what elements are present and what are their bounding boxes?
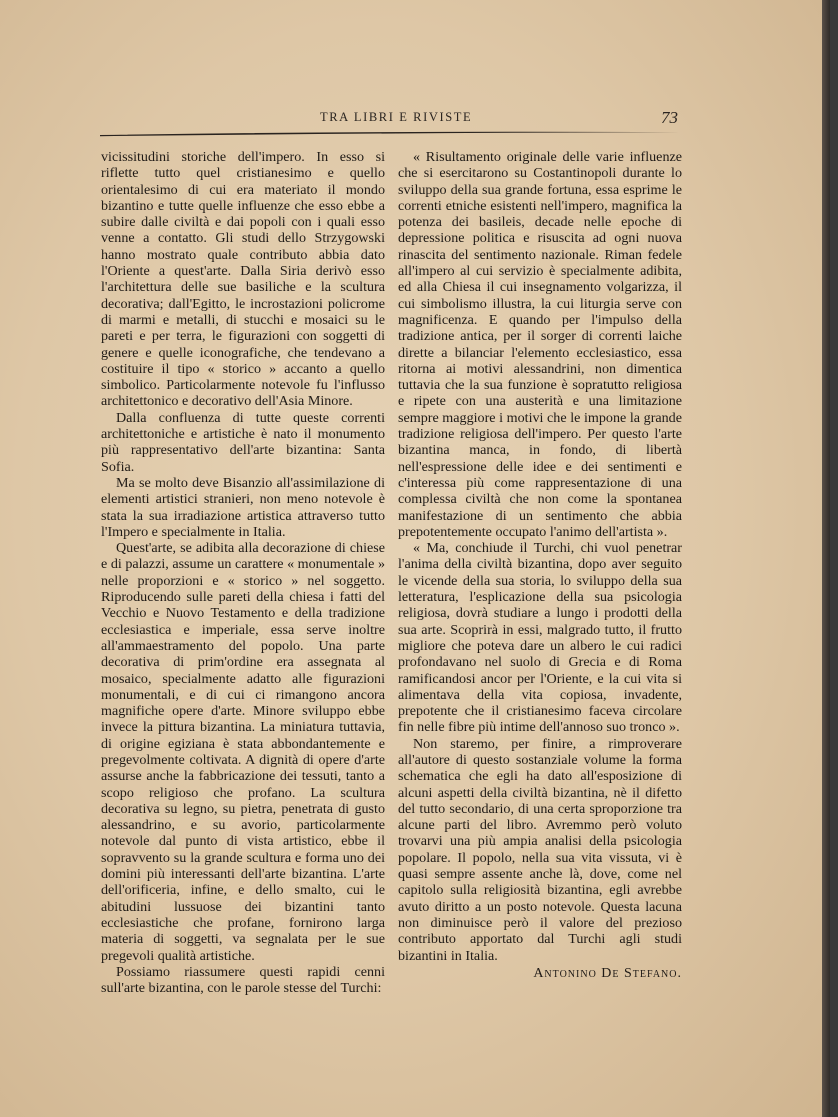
right-column <box>398 149 682 982</box>
page-number: 73 <box>661 108 678 127</box>
paragraph: Possiamo riassumere questi rapidi cenni sull'arte bizantina, con le parole stesse del Turchi: <box>101 963 385 997</box>
paragraph: Quest'arte, se adibita alla decorazione di chiese e di palazzi, assume un carattere « monumentale » nelle proporzioni e « storico » nel soggetto. Riproducendo sulle pareti della chiesa i fatti del Vecchio e Nuovo Testamento e della tradizione ecclesiastica e imperiale, essa serve inoltre all'ammaestramento del popolo. Una parte decorativa di prim'ordine era assegnata al mosaico, specialmente adatto alle figurazioni monumentali, e di cui ci rimangono ancora magnifiche opere d'arte. Minore sviluppo ebbe invece la pittura bizantina. La miniatura tuttavia, di origine egiziana è stata abbondantemente e pregevolmente coltivata. A dignità di opere d'arte assurse anche la fabbricazione dei tessuti, tanto a scopo religioso che profano. La scultura decorativa su legno, su pietra, penetrata di gusto alessandrino, e su avorio, particolarmente notevole dal punto di vista artistico, ebbe il sopravvento su la grande scultura e forma uno dei domini più interessanti dell'arte bizantina. L'arte dell'orificeria, infine, e dello smalto, cui le abitudini lussuose dei bizantini tanto ecclesiastiche che profane, fornirono larga materia di soggetti, va segnalata per le sue pregevoli qualità artistiche. <box>101 540 385 964</box>
quotation-paragraph: « Ma, conchiude il Turchi, chi vuol penetrar l'anima della civiltà bizantina, dopo aver seguito le vicende della sua storia, lo sviluppo della sua letteratura, l'esplicazione della sua psicologia religiosa, dovrà studiare a lungo i prodotti della sua arte. Scoprirà in essi, malgrado tutto, il frutto migliore che poteva dare un albero le cui radici profondavano nel suolo di Grecia e di Roma ramificandosi ancor per l'Oriente, e la cui vita si alimentava della vita copiosa, invadente, prepotente che il cristianesimo faceva circolare fin nelle fibre più intime dell'annoso suo tronco ». <box>398 540 682 736</box>
paragraph: Dalla confluenza di tutte queste correnti architettoniche e artistiche è nato il monumento più rappresentativo dell'arte bizantina: Santa Sofia. <box>101 409 385 475</box>
header-rule <box>100 130 680 140</box>
quotation-paragraph: « Risultamento originale delle varie influenze che si esercitarono su Costantinopoli durante lo sviluppo della sua grande fortuna, essa esprime le correnti etniche esistenti nell'impero, magnifica la potenza dei basileis, decade nelle epoche di depressione politica e risuscita ad ogni nuova rinascita del sentimento nazionale. Riman fedele all'impero al cui servizio è specialmente adibita, ed alla Chiesa il cui insegnamento volgarizza, il cui simbolismo illustra, la cui liturgia serve con magnificenza. E quando per l'impulso della tradizione antica, per il sorger di correnti laiche dirette a bilanciar l'elemento ecclesiastico, essa ritorna ai motivi alessandrini, non dimentica tuttavia che la sua funzione è sopratutto religiosa e ripete con una austerità e una limitazione sempre maggiore i motivi che le impone la grande tradizione religiosa dell'impero. Per questo l'arte bizantina manca, in fondo, di libertà nell'espressione delle idee e dei sentimenti e c'interessa più come rappresentazione di una complessa civiltà che non come la spontanea manifestazione di un sentimento che abbia prepotentemente occupato l'animo dell'artista ». <box>398 149 682 540</box>
left-column <box>101 149 385 996</box>
author-signature: Antonino De Stefano. <box>533 965 682 981</box>
running-title: TRA LIBRI E RIVISTE <box>320 110 473 124</box>
paragraph: vicissitudini storiche dell'impero. In esso si riflette tutto quel cristianesimo e quello orientalesimo di cui era materiato il mondo bizantino e tutte quelle influenze che esso ebbe a subire dalle civiltà e dai popoli con i quali esso venne a contatto. Gli studi dello Strzygowski hanno mostrato quale contributo abbia dato l'Oriente a quest'arte. Dalla Siria derivò esso l'architettura delle sue basiliche e la scultura decorativa; dall'Egitto, le incrostazioni policrome di marmi e metalli, di stucchi e mosaici su le pareti e per terra, le figurazioni con soggetti di genere e quelle iconografiche, che tendevano a costituire il tipo « storico » accanto a quello simbolico. Particolarmente notevole fu l'influsso architettonico e decorativo dell'Asia Minore. <box>101 149 385 410</box>
paragraph: Non staremo, per finire, a rimproverare all'autore di questo sostanziale volume la forma schematica che egli ha dato all'esposizione di alcuni aspetti della civiltà bizantina, nè il difetto del tutto secondario, di una certa sproporzione tra alcune parti del libro. Avremmo però voluto trovarvi una più ampia analisi della psicologia popolare. Il popolo, nella sua vita vissuta, vi è quasi sempre assente anche là, dove, come nel capitolo sulla religiosità bizantina, egli avrebbe avuto diritto a un posto notevole. Questa lacuna non diminuisce però il valore del prezioso contributo apportato dal Turchi agli studi bizantini in Italia. <box>398 735 682 964</box>
paragraph: Ma se molto deve Bisanzio all'assimilazione di elementi artistici stranieri, non meno notevole è stata la sua irradiazione artistica attraverso tutto l'Impero e specialmente in Italia. <box>101 474 385 540</box>
page-edge-shadow <box>822 0 830 1117</box>
